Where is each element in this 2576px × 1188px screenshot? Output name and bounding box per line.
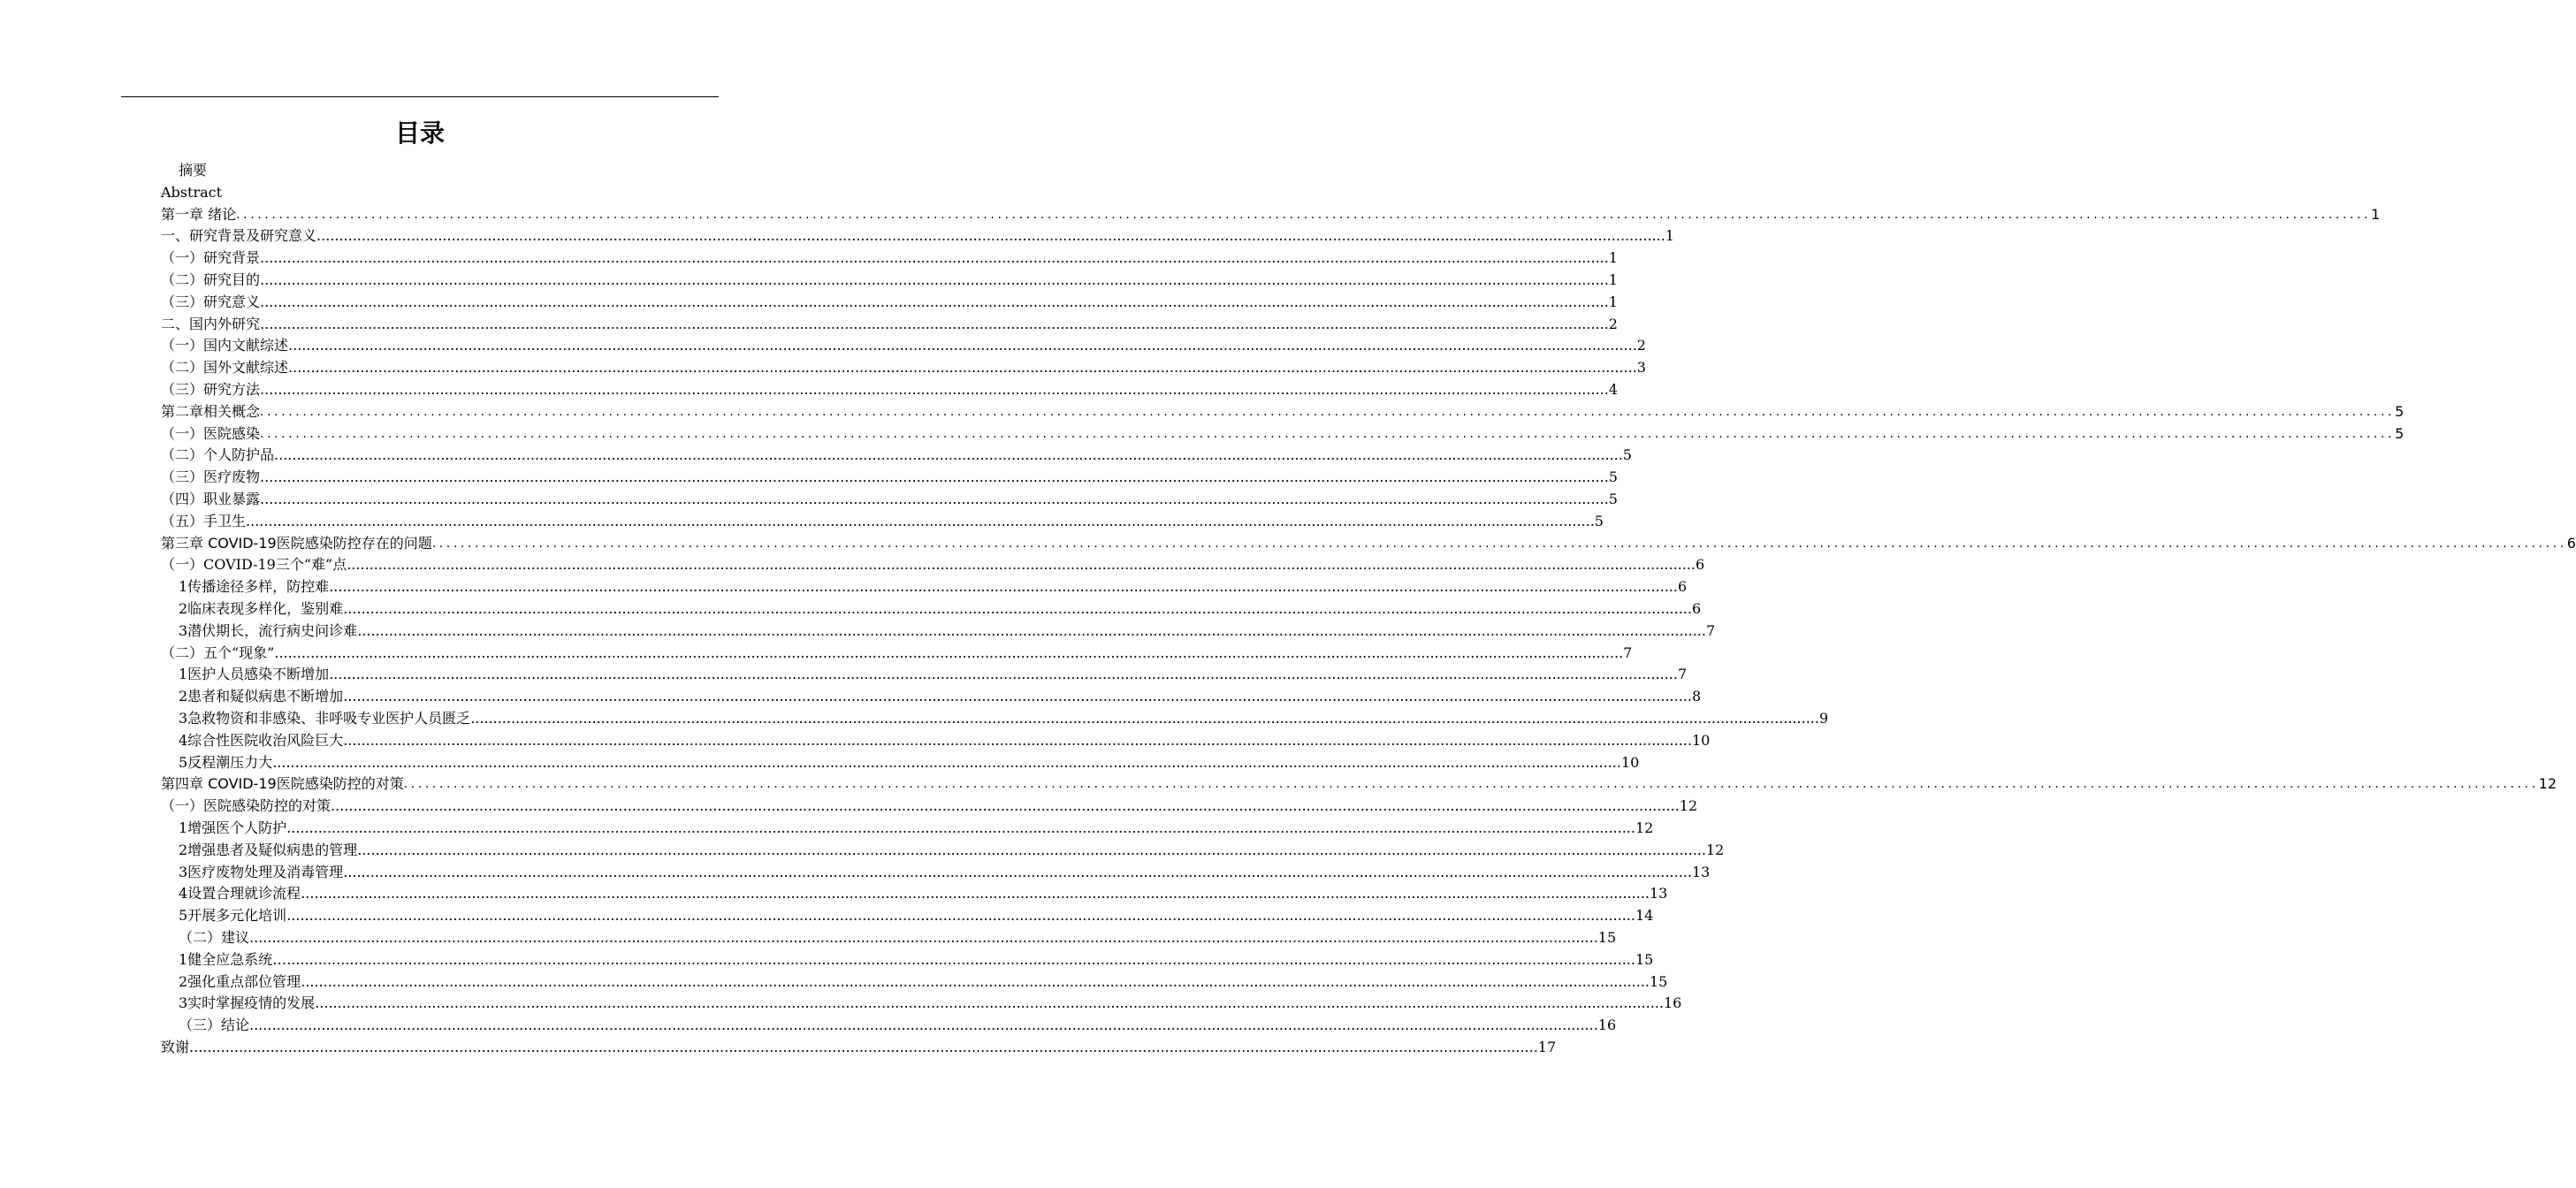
toc-entry[interactable] — [161, 357, 1646, 379]
toc-entry-page: 8 — [1691, 688, 1702, 705]
toc-entry[interactable] — [161, 554, 1705, 576]
toc-entry-title: （三）研究方法 — [161, 381, 261, 398]
toc-leader-dots: ............................................................................................................................................................................................................................................................................................................ — [288, 337, 1637, 354]
toc-entry-title: 1增强医个人防护 — [179, 819, 287, 836]
toc-entry-page: 12 — [1635, 819, 1654, 836]
toc-entry-page: 6 — [2566, 534, 2576, 552]
toc-entry-page: 16 — [1663, 994, 1682, 1012]
toc-entry[interactable] — [179, 971, 1668, 994]
toc-entry[interactable] — [179, 598, 1702, 621]
toc-entry[interactable] — [161, 643, 1633, 665]
toc-entry[interactable] — [161, 314, 1618, 336]
toc-leader-dots: ............................................................................................................................................................................................................................................................................................................ — [246, 512, 1595, 529]
toc-entry-title: 1健全应急系统… — [179, 950, 287, 968]
toc-entry-title: 5反程潮压力大 — [179, 753, 273, 771]
toc-leader-dots: ............................................................................................................................................................................................................................................................................................................ — [260, 249, 1609, 267]
toc-entry-title: （一）国内文献综述 — [161, 337, 289, 354]
toc-entry[interactable] — [179, 1015, 1617, 1037]
toc-leader-dots: ............................................................................................................................................................................................................................................................................................................ — [260, 315, 1609, 332]
toc-entry-title: （一）COVID-19三个“难”点 — [161, 556, 347, 574]
toc-entry-title: （一）医院感染防控的对策 — [161, 797, 332, 815]
toc-entry[interactable] — [179, 752, 1640, 774]
toc-entry[interactable] — [179, 686, 1702, 708]
toc-entry-page: 1 — [2371, 205, 2381, 223]
toc-entry[interactable] — [179, 840, 1725, 862]
toc-leader-dots: ............................................................................................................................................................................................................................................................................................................ — [189, 1039, 1538, 1055]
toc-entry-title: （二）研究目的 — [161, 271, 261, 288]
toc-entry-page: 12 — [1705, 841, 1725, 858]
toc-entry[interactable] — [161, 773, 2557, 796]
toc-entry-page: 9 — [1818, 710, 1829, 727]
toc-leader-dots: ............................................................................................................................................................................................................................................................................................................ — [260, 468, 1609, 486]
toc-entry[interactable] — [161, 225, 1674, 248]
toc-entry[interactable] — [161, 511, 1604, 533]
toc-entry-title: （三）医疗废物 — [161, 468, 261, 486]
toc-entry[interactable] — [161, 248, 1618, 270]
toc-entry-page: 5 — [2395, 424, 2405, 442]
toc-leader-dots: ............................................................................................................................................................................................................................................................................................................ — [249, 1017, 1598, 1034]
toc-leader-dots: ............................................................................................................................................................................................................................................................................................................ — [431, 536, 2567, 551]
toc-entry[interactable] — [179, 905, 1654, 927]
toc-leader-dots: ............................................................................................................................................................................................................................................................................................................ — [288, 359, 1637, 377]
page-title: 目录 — [394, 118, 445, 148]
toc-leader-dots: ............................................................................................................................................................................................................................................................................................................ — [343, 731, 1692, 749]
toc-entry-page: 14 — [1635, 907, 1654, 925]
toc-entry-title: 3潜伏期长，流行病史问诊难 — [179, 621, 358, 639]
toc-entry-page: 2 — [1608, 315, 1618, 332]
toc-entry[interactable] — [179, 949, 1654, 971]
toc-leader-dots: ............................................................................................................................................................................................................................................................................................................ — [301, 972, 1650, 990]
toc-entry[interactable] — [161, 204, 2381, 226]
toc-entry-page: 12 — [2538, 775, 2557, 793]
toc-entry-title: 一、研究背景及研究意义 — [161, 227, 317, 245]
toc-leader-dots: ............................................................................................................................................................................................................................................................................................................ — [274, 644, 1624, 661]
toc-entry-title: （二）个人防护品 — [161, 446, 275, 464]
toc-entry[interactable] — [161, 1037, 1557, 1059]
toc-entry-title: （二）五个“现象” — [161, 644, 275, 661]
toc-entry[interactable] — [161, 182, 712, 204]
toc-entry[interactable] — [179, 576, 1688, 598]
toc-entry-title: 第四章 COVID-19医院感染防控的对策 — [161, 775, 404, 793]
toc-leader-dots: ............................................................................................................................................................................................................................................................................................................ — [286, 819, 1635, 836]
toc-leader-dots: ............................................................................................................................................................................................................................................................................................................ — [236, 207, 2372, 222]
toc-entry[interactable] — [161, 423, 2405, 446]
toc-entry-page: 10 — [1691, 731, 1711, 749]
toc-leader-dots: ............................................................................................................................................................................................................................................................................................................ — [329, 578, 1678, 596]
toc-entry-title: （四）职业暴露 — [161, 491, 261, 507]
toc-entry-page: 7 — [1677, 666, 1688, 683]
toc-entry[interactable] — [161, 335, 1646, 357]
toc-entry-title: 3实时掌握疫情的发展 — [179, 994, 316, 1012]
toc-leader-dots: ............................................................................................................................................................................................................................................................................................................ — [260, 271, 1609, 288]
header-rule — [121, 96, 719, 97]
toc-entry-title: （三）结论 — [179, 1017, 250, 1034]
toc-entry-page: 15 — [1597, 929, 1617, 946]
toc-entry[interactable] — [179, 730, 1711, 752]
toc-entry-page: 10 — [1620, 753, 1640, 771]
toc-entry[interactable] — [161, 796, 1698, 818]
toc-entry-page: 1 — [1608, 249, 1618, 267]
toc-entry-page: 5 — [1608, 468, 1618, 486]
toc-entry-page: 13 — [1691, 863, 1711, 880]
toc-entry-page: 1 — [1608, 271, 1618, 288]
toc-entry-page: 7 — [1623, 644, 1633, 661]
toc-entry[interactable] — [161, 445, 1632, 467]
toc-entry-page: 6 — [1677, 578, 1688, 596]
toc-entry-title: 1医护人员感染不断增加 — [179, 666, 330, 683]
toc-entry-title: 第二章相关概念 — [161, 402, 261, 420]
toc-entry-title: Abstract — [161, 183, 223, 201]
toc-entry-page: 7 — [1705, 621, 1716, 639]
toc-entry-page: 1 — [1608, 293, 1618, 310]
toc-entry[interactable] — [179, 160, 712, 182]
toc-entry-page: 5 — [1608, 491, 1618, 507]
toc-leader-dots: ............................................................................................................................................................................................................................................................................................................ — [260, 426, 2396, 441]
toc-leader-dots: ............................................................................................................................................................................................................................................................................................................ — [343, 600, 1692, 617]
toc-leader-dots: ............................................................................................................................................................................................................................................................................................................ — [343, 863, 1692, 880]
toc-entry-page: 12 — [1679, 797, 1698, 815]
toc-leader-dots: ............................................................................................................................................................................................................................................................................................................ — [347, 556, 1696, 574]
toc-leader-dots: ............................................................................................................................................................................................................................................................................................................ — [272, 753, 1621, 771]
toc-leader-dots: ............................................................................................................................................................................................................................................................................................................ — [329, 666, 1678, 683]
toc-leader-dots: ............................................................................................................................................................................................................................................................................................................ — [470, 710, 1819, 727]
toc-entry-page: 5 — [2395, 402, 2405, 420]
toc-entry-page: 5 — [1622, 446, 1632, 464]
toc-entry-page: 15 — [1649, 972, 1668, 990]
toc-entry-title: 2强化重点部位管理 — [179, 972, 301, 990]
toc-entry[interactable] — [179, 818, 1654, 840]
toc-entry-page: 6 — [1696, 556, 1705, 574]
toc-entry-title: 1传播途径多样，防控难 — [179, 578, 330, 596]
toc-entry[interactable] — [161, 379, 1618, 401]
toc-leader-dots: ............................................................................................................................................................................................................................................................................................................ — [260, 381, 1609, 398]
toc-leader-dots: ............................................................................................................................................................................................................................................................................................................ — [260, 404, 2396, 419]
toc-entry-page: 13 — [1649, 885, 1668, 902]
toc-leader-dots: ............................................................................................................................................................................................................................................................................................................ — [331, 797, 1680, 815]
toc-entry-title: 4综合性医院收治风险巨大 — [179, 731, 344, 749]
toc-entry[interactable] — [179, 927, 1617, 949]
toc-leader-dots: ............................................................................................................................................................................................................................................................................................................ — [260, 293, 1609, 310]
toc-entry-page: 2 — [1636, 337, 1646, 354]
toc-entry-title: （一）医院感染 — [161, 424, 261, 442]
toc-entry-title: （一）研究背景 — [161, 249, 261, 267]
toc-entry-title: 第一章 绪论 — [161, 205, 237, 223]
toc-entry-title: 摘要 — [179, 162, 208, 179]
toc-entry[interactable] — [161, 270, 1618, 292]
toc-leader-dots: ............................................................................................................................................................................................................................................................................................................ — [315, 994, 1664, 1012]
toc-entry[interactable] — [161, 533, 2576, 555]
toc-leader-dots: ............................................................................................................................................................................................................................................................................................................ — [249, 929, 1598, 946]
toc-entry-title: 3医疗废物处理及消毒管理 — [179, 863, 344, 880]
toc-entry-title: 致谢 — [161, 1039, 190, 1055]
toc-entry-page: 16 — [1597, 1017, 1617, 1034]
toc-entry[interactable] — [179, 883, 1668, 905]
toc-leader-dots: ............................................................................................................................................................................................................................................................................................................ — [403, 777, 2539, 792]
toc-entry-page: 3 — [1636, 359, 1646, 377]
toc-entry-title: 3急救物资和非感染、非呼吸专业医护人员匮乏 — [179, 710, 471, 727]
toc-entry[interactable] — [179, 621, 1716, 643]
toc-leader-dots: ............................................................................................................................................................................................................................................................................................................ — [357, 841, 1706, 858]
toc-entry-title: 二、国内外研究 — [161, 315, 261, 332]
toc-entry-page: 4 — [1608, 381, 1618, 398]
toc-entry-title: （二）国外文献综述 — [161, 359, 289, 377]
toc-entry-page: 6 — [1691, 600, 1702, 617]
toc-entry-page: 5 — [1594, 512, 1604, 529]
toc-leader-dots: ............................................................................................................................................................................................................................................................................................................ — [343, 688, 1692, 705]
toc-entry-title: 4设置合理就诊流程 — [179, 885, 301, 902]
toc-leader-dots: ............................................................................................................................................................................................................................................................................................................ — [260, 491, 1609, 507]
toc-entry[interactable] — [179, 993, 1682, 1015]
toc-entry-title: 2临床表现多样化，鉴别难 — [179, 600, 344, 617]
toc-leader-dots: ............................................................................................................................................................................................................................................................................................................ — [274, 446, 1623, 464]
toc-entry-title: （五）手卫生 — [161, 512, 247, 529]
toc-entry-page: 15 — [1635, 950, 1654, 968]
toc-entry-title: 2患者和疑似病患不断增加 — [179, 688, 344, 705]
toc-leader-dots: ............................................................................................................................................................................................................................................................................................................ — [357, 621, 1706, 639]
toc-entry[interactable] — [179, 862, 1711, 884]
toc-leader-dots: ............................................................................................................................................................................................................................................................................................................ — [316, 227, 1665, 245]
toc-entry-title: （三）研究意义 — [161, 293, 261, 310]
toc-entry[interactable] — [179, 664, 1688, 686]
toc-leader-dots: ............................................................................................................................................................................................................................................................................................................ — [286, 950, 1635, 968]
toc-entry[interactable] — [179, 708, 1829, 730]
toc-entry-title: （二）建议 — [179, 929, 250, 946]
toc-entry[interactable] — [161, 292, 1618, 314]
toc-leader-dots: ............................................................................................................................................................................................................................................................................................................ — [301, 885, 1650, 902]
toc-entry-page: 17 — [1537, 1039, 1557, 1055]
toc-leader-dots: ............................................................................................................................................................................................................................................................................................................ — [286, 907, 1635, 925]
toc-entry[interactable] — [161, 467, 1618, 489]
toc-entry[interactable] — [161, 489, 1618, 511]
toc-entry-page: 1 — [1665, 227, 1674, 245]
toc-entry-title: 5开展多元化培训 — [179, 907, 287, 925]
toc-entry[interactable] — [161, 401, 2405, 423]
toc-entry-title: 2增强患者及疑似病患的管理 — [179, 841, 358, 858]
toc-entry-title: 第三章 COVID-19医院感染防控存在的问题 — [161, 534, 432, 552]
